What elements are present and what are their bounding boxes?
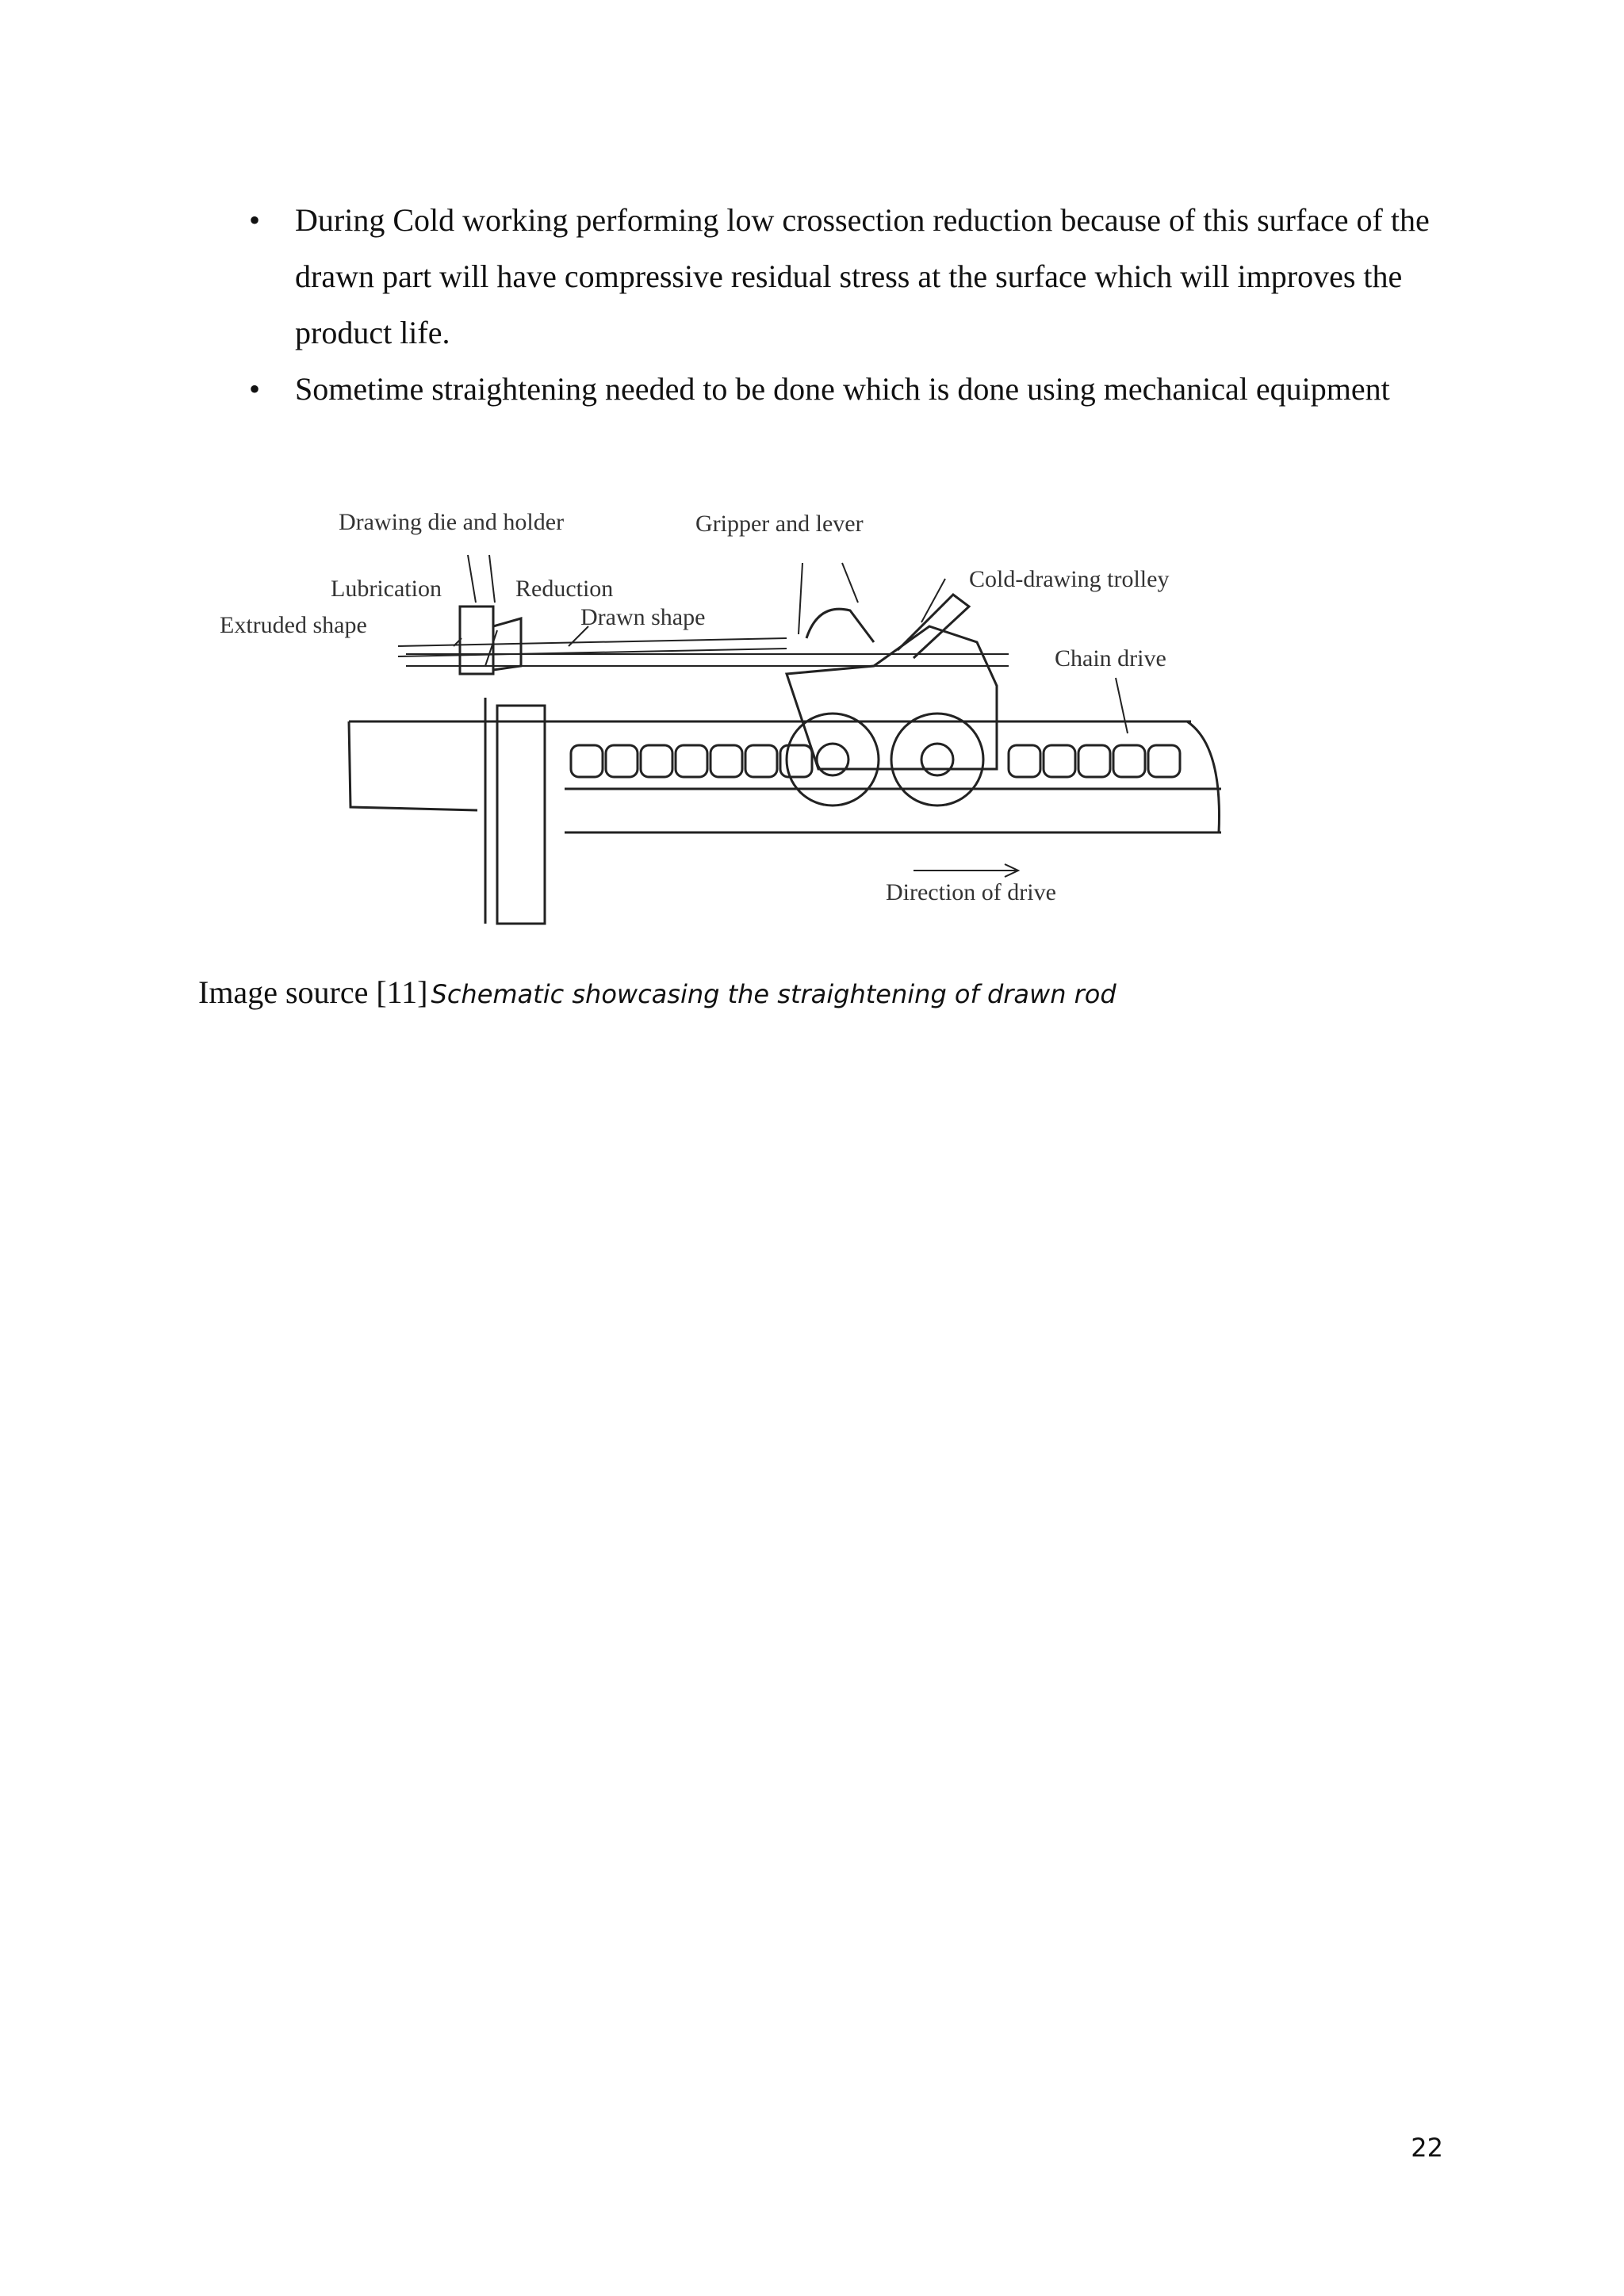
lever-arm bbox=[898, 595, 969, 658]
label-gripper: Gripper and lever bbox=[695, 511, 864, 537]
gripper bbox=[806, 609, 874, 642]
figure-caption bbox=[198, 974, 1116, 1011]
label-direction-of-drive: Direction of drive bbox=[886, 879, 1056, 905]
drawn-rod-upper bbox=[398, 638, 787, 646]
trolley-wheel-front bbox=[787, 714, 879, 806]
bed-right-end bbox=[1187, 721, 1220, 832]
bed-left-end bbox=[349, 721, 477, 810]
label-lubrication: Lubrication bbox=[331, 576, 442, 602]
bullet-item-straightening: • Sometime straightening needed to be done which is done using mechanical equipment bbox=[238, 361, 1459, 417]
drawing-bench-schematic bbox=[216, 507, 1247, 936]
leader-lines bbox=[454, 555, 1128, 877]
label-cold-drawing-trolley: Cold-drawing trolley bbox=[969, 566, 1170, 592]
drawing-bench-figure bbox=[216, 507, 1247, 936]
label-chain-drive: Chain drive bbox=[1055, 645, 1166, 672]
bullet-list bbox=[238, 192, 1459, 417]
label-extruded-shape: Extruded shape bbox=[220, 612, 367, 638]
bullet-item-cold-working: • During Cold working performing low crossection reduction because of this surface of the drawn part will have compressive residual stress at the surface which will improves the product life. bbox=[238, 192, 1459, 361]
label-drawing-die: Drawing die and holder bbox=[339, 509, 565, 535]
chain-links-right bbox=[1009, 745, 1180, 777]
page-number: 22 bbox=[1411, 2133, 1443, 2163]
label-drawn-shape: Drawn shape bbox=[580, 604, 706, 630]
support-post bbox=[497, 706, 545, 924]
chain-links-left bbox=[571, 745, 812, 777]
wheel-hub-rear bbox=[921, 744, 953, 775]
wheel-hub-front bbox=[817, 744, 848, 775]
caption-description: Schematic showcasing the straightening of drawn rod bbox=[431, 979, 1116, 1009]
die-holder bbox=[460, 607, 493, 674]
caption-source: Image source [11] bbox=[198, 974, 428, 1010]
trolley-wheel-rear bbox=[891, 714, 983, 806]
drawn-rod-lower bbox=[398, 649, 787, 656]
label-reduction: Reduction bbox=[515, 576, 614, 602]
